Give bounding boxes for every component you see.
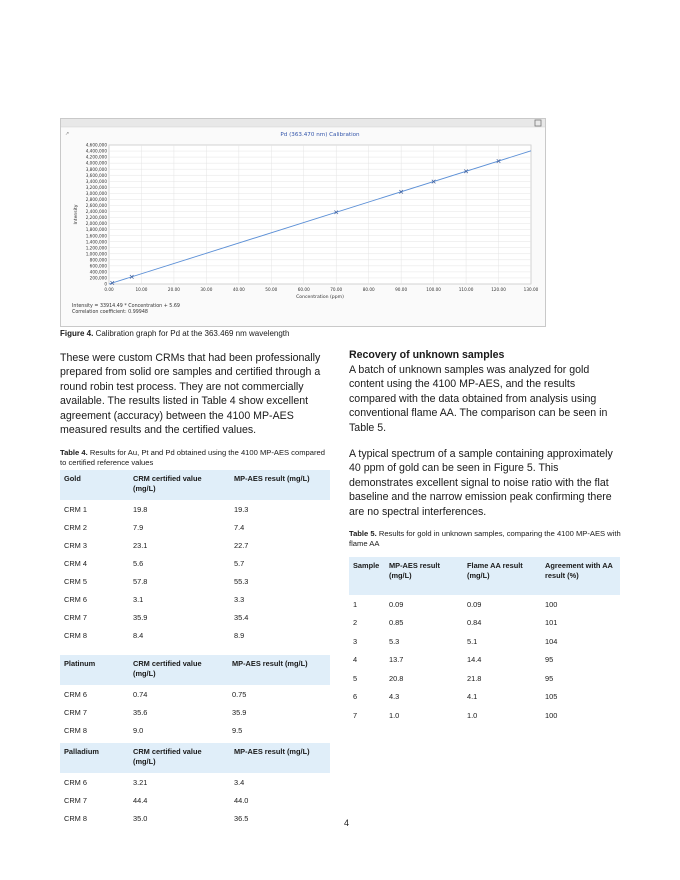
right-paragraph-1: A batch of unknown samples was analyzed for gold content using the 4100 MP-AES, and the results compared with the data obtained from analysis using conventional flame AA. The comparison can be seen in Table 5. [349,364,608,434]
y-tick-label: 3,600,000 [85,172,107,178]
table-cell: 4.1 [467,692,478,702]
table-cell: 55.3 [234,576,249,586]
x-tick-label: 110.00 [458,287,474,292]
x-axis-label: Concentration (ppm) [296,295,344,300]
table-cell: 1.0 [467,710,478,720]
table-cell: 3.4 [234,777,245,787]
correlation-coefficient: Correlation coefficient: 0.99948 [72,310,148,315]
column-header: Palladium [60,743,129,773]
table-cell: 44.4 [133,795,148,805]
table-row [349,706,620,725]
table-4-text: Results for Au, Pt and Pd obtained using the 4100 MP-AES compared to certified reference values [60,448,325,467]
y-tick-label: 4,000,000 [85,160,107,166]
table-row [60,703,330,721]
table-cell: 95 [545,673,554,683]
y-tick-label: 800,000 [89,257,107,263]
calibration-equation: Intensity = 33914.49 * Concentration + 5.69 [72,304,180,309]
table-cell: 44.0 [234,795,249,805]
table-cell: 95 [545,655,554,665]
table-cell: 9.5 [232,725,243,735]
table-cell: CRM 8 [64,813,87,823]
table-row [349,669,620,688]
table-cell: CRM 6 [64,777,87,787]
column-header: Agreement with AA result (%) [541,557,620,595]
table-cell: CRM 1 [64,504,87,514]
table-cell: 0.74 [133,689,148,699]
table-cell: CRM 2 [64,522,87,532]
x-tick-label: 80.00 [362,287,375,292]
y-tick-label: 2,400,000 [85,209,107,215]
table-cell: 13.7 [389,655,404,665]
table-header-row [349,557,620,595]
table-cell: 100 [545,710,558,720]
x-tick-label: 50.00 [265,287,278,292]
table-cell: CRM 8 [64,631,87,641]
palladium-table [60,743,330,827]
table-cell: 5.1 [467,636,478,646]
y-tick-label: 1,400,000 [85,239,107,245]
figure-4-label: Figure 4. [60,329,94,338]
table-cell: 101 [545,618,558,628]
table-cell: 6 [353,692,358,702]
figure-4-caption [60,329,560,338]
table-cell: 4.3 [389,692,400,702]
table-cell: 21.8 [467,673,482,683]
table-4-label: Table 4. [60,448,88,457]
gold-table [60,470,330,645]
table-row [60,609,330,627]
y-tick-label: 1,600,000 [85,233,107,239]
table-cell: 5.6 [133,558,144,568]
table-cell: CRM 8 [64,725,87,735]
table-cell: 36.5 [234,813,249,823]
table-cell: 105 [545,692,558,702]
x-tick-label: 120.00 [491,287,506,292]
table-5-text: Results for gold in unknown samples, comparing the 4100 MP-AES with flame AA [349,529,621,548]
table-row [60,554,330,572]
x-tick-label: 40.00 [232,287,245,292]
table-cell: 0.85 [389,618,404,628]
x-tick-label: 100.00 [426,287,441,292]
table-cell: 3.21 [133,777,148,787]
table-5-label: Table 5. [349,529,377,538]
column-header: MP-AES result (mg/L) [230,470,330,500]
table-cell: 9.0 [133,725,144,735]
table-cell: 5.3 [389,636,400,646]
y-tick-label: 3,800,000 [85,166,107,172]
page-number: 4 [344,818,350,828]
x-tick-label: 130.00 [523,287,539,292]
y-axis-label: Intensity [74,204,79,225]
table-cell: 104 [545,636,558,646]
y-tick-label: 200,000 [89,275,107,281]
table-5-caption [349,529,624,548]
y-tick-label: 4,400,000 [85,148,107,154]
table-row [60,791,330,809]
y-tick-label: 4,200,000 [85,154,107,160]
y-tick-label: 4,600,000 [85,142,107,148]
table-cell: 35.0 [133,813,148,823]
table-row [60,809,330,827]
table-row [60,572,330,590]
column-header: Platinum [60,655,129,685]
x-tick-label: 10.00 [135,287,148,292]
left-paragraph: These were custom CRMs that had been professionally prepared from solid ore samples and certified through a round robin test process. They are not commercially available. The results listed in Table 4 show excellent agreement (accuracy) between the 4100 MP-AES measured results and the certified values. [60,352,321,437]
table-row [60,536,330,554]
table-cell: CRM 5 [64,576,87,586]
table-header-row [60,470,330,500]
y-tick-label: 1,000,000 [85,251,107,257]
table-header-row [60,655,330,685]
y-tick-label: 3,200,000 [85,184,107,190]
table-cell: 22.7 [234,540,249,550]
table-4-caption [60,448,332,467]
table-cell: 20.8 [389,673,404,683]
column-header: Flame AA result (mg/L) [463,557,541,595]
column-header: Sample [349,557,385,595]
column-header: CRM certified value (mg/L) [129,743,230,773]
table-cell: CRM 7 [64,613,87,623]
x-tick-label: 0.00 [104,287,114,292]
column-header: Gold [60,470,129,500]
table-row [349,632,620,651]
plot-area [109,145,531,284]
table-row [60,685,330,703]
table-cell: 14.4 [467,655,482,665]
table-cell: CRM 7 [64,707,87,717]
table-cell: 23.1 [133,540,148,550]
table-row [60,627,330,645]
table-row [60,721,330,739]
table-cell: CRM 6 [64,595,87,605]
table-cell: 19.3 [234,504,249,514]
y-tick-label: 2,200,000 [85,215,107,221]
y-tick-label: 3,400,000 [85,178,107,184]
table-cell: 0.09 [389,599,404,609]
table-cell: 0.84 [467,618,482,628]
figure-4-text: Calibration graph for Pd at the 363.469 nm wavelength [93,329,290,338]
column-header: MP-AES result (mg/L) [230,743,330,773]
table-cell: 35.6 [133,707,148,717]
table-row [349,688,620,707]
table-cell: CRM 6 [64,689,87,699]
table-cell: 5.7 [234,558,245,568]
table-cell: 100 [545,599,558,609]
table-row [349,614,620,633]
calibration-chart [60,118,546,327]
table-row [349,595,620,614]
column-header: MP-AES result (mg/L) [228,655,330,685]
section-heading: Recovery of unknown samples [349,349,505,361]
platinum-table [60,655,330,739]
table-row [60,590,330,608]
table-header-row [60,743,330,773]
y-tick-label: 600,000 [89,263,107,269]
y-tick-label: 2,600,000 [85,203,107,209]
y-tick-label: 2,000,000 [85,221,107,227]
y-tick-label: 1,200,000 [85,245,107,251]
x-tick-label: 30.00 [200,287,213,292]
table-cell: 35.9 [133,613,148,623]
table-cell: 7 [353,710,358,720]
calibration-chart-svg [61,119,545,326]
table-cell: 1 [353,599,358,609]
table-cell: 35.4 [234,613,249,623]
table-cell: 1.0 [389,710,400,720]
y-tick-label: 2,800,000 [85,196,107,202]
chart-toolbar [61,119,545,127]
table-cell: 7.4 [234,522,245,532]
column-header: CRM certified value (mg/L) [129,470,230,500]
table-cell: CRM 7 [64,795,87,805]
pin-icon: ↗ [65,131,70,137]
table-5 [349,557,620,725]
table-cell: 0.09 [467,599,482,609]
table-cell: 3.3 [234,595,245,605]
table-cell: 19.8 [133,504,148,514]
table-cell: 3.1 [133,595,144,605]
table-cell: 3 [353,636,358,646]
y-tick-label: 3,000,000 [85,190,107,196]
table-row [60,518,330,536]
table-row [349,651,620,670]
x-tick-label: 70.00 [330,287,343,292]
table-cell: 0.75 [232,689,247,699]
y-tick-label: 1,800,000 [85,227,107,233]
table-cell: 4 [353,655,358,665]
table-cell: 7.9 [133,522,144,532]
column-header: CRM certified value (mg/L) [129,655,228,685]
table-cell: 8.4 [133,631,144,641]
x-tick-label: 60.00 [297,287,310,292]
table-row [60,500,330,518]
x-tick-label: 20.00 [167,287,180,292]
column-header: MP-AES result (mg/L) [385,557,463,595]
chart-title: Pd (363.470 nm) Calibration [280,132,360,138]
table-row [60,773,330,791]
table-cell: CRM 4 [64,558,87,568]
table-cell: CRM 3 [64,540,87,550]
table-cell: 35.9 [232,707,247,717]
table-cell: 8.9 [234,631,245,641]
y-tick-label: 0 [104,281,107,287]
y-tick-label: 400,000 [89,269,107,275]
table-cell: 2 [353,618,358,628]
right-paragraph-2: A typical spectrum of a sample containing approximately 40 ppm of gold can be seen in Figure 5. This demonstrates excellent signal to noise ratio with the flat baseline and the narrow emission peak confirming there are no spectral interferences. [349,448,613,518]
x-tick-label: 90.00 [395,287,408,292]
table-cell: 57.8 [133,576,148,586]
table-cell: 5 [353,673,358,683]
